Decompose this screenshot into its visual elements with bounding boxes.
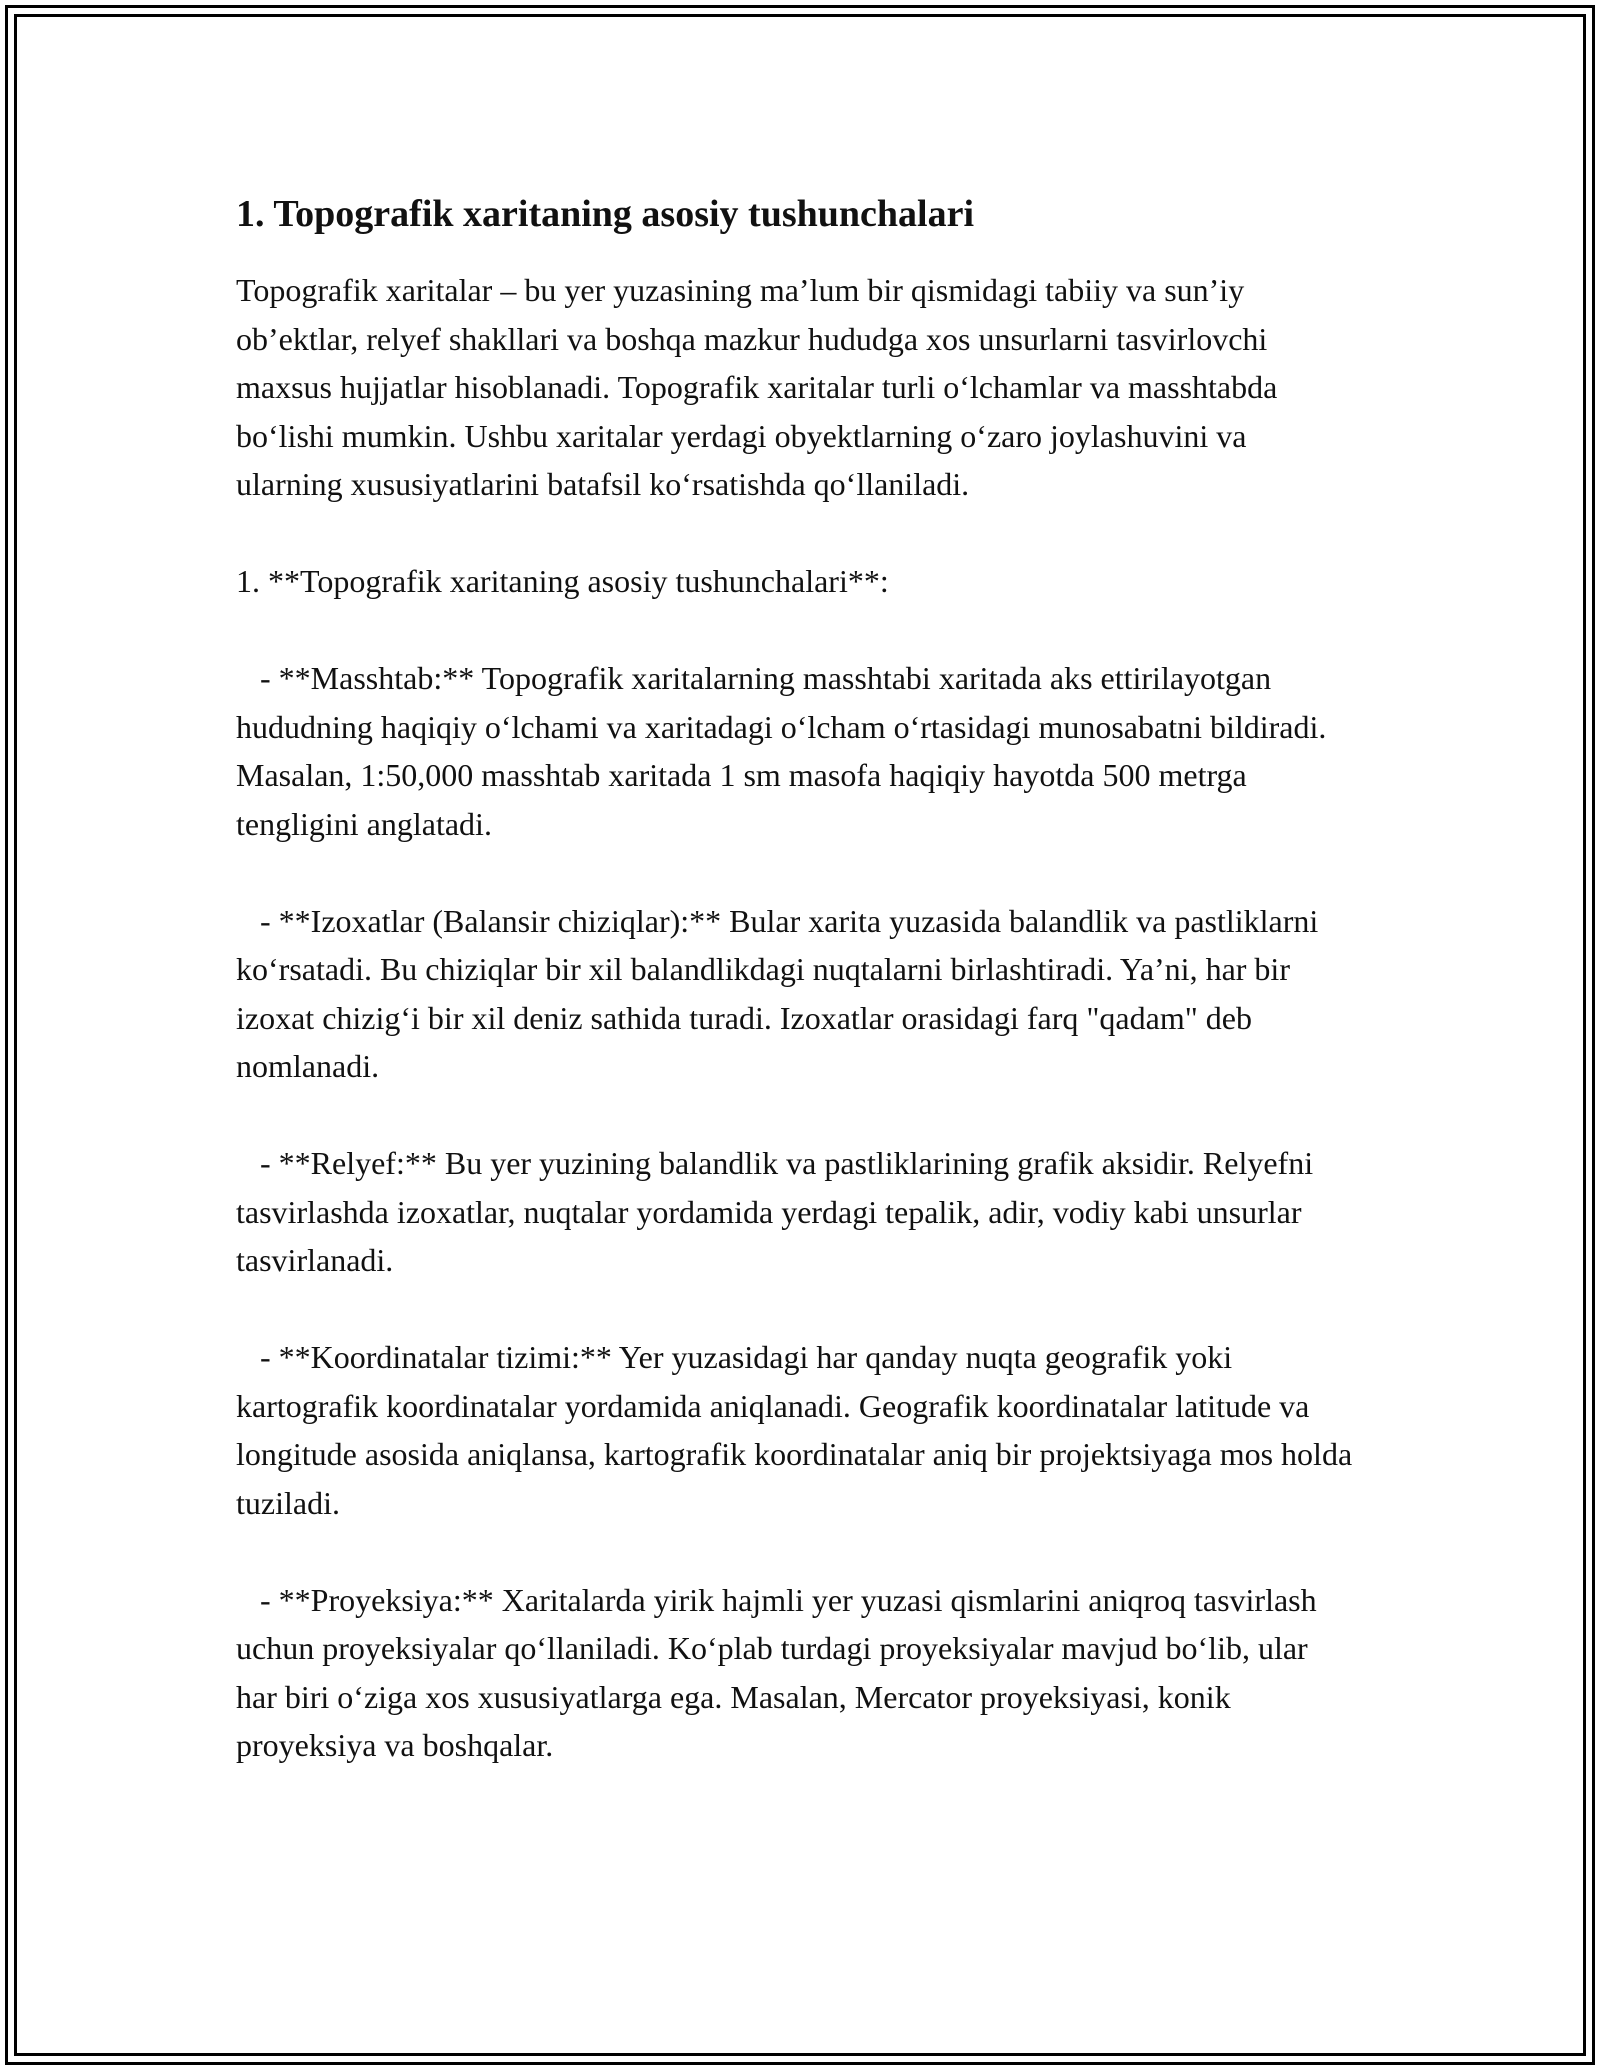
list-item-lead: - **Masshtab:** xyxy=(236,660,475,696)
list-item-izoxatlar xyxy=(236,897,1356,1091)
intro-paragraph: Topografik xaritalar – bu yer yuzasining ma’lum bir qismidagi tabiiy va sun’iy ob’ektlar, relyef shakllari va boshqa mazkur hududga xos unsurlarni tasvirlovchi maxsus hujjatlar hisoblanadi. Topografik xaritalar turli o‘lchamlar va masshtabda bo‘lishi mumkin. Ushbu xaritalar yerdagi obyektlarning o‘zaro joylashuvini va ularning xususiyatlarini batafsil ko‘rsatishda qo‘llaniladi. xyxy=(236,272,1278,502)
list-item-text: Topografik xaritalarning masshtabi xaritada aks ettirilayotgan hududning haqiqiy o‘lchami va xaritadagi o‘lcham o‘rtasidagi munosabatni bildiradi. Masalan, 1:50,000 masshtab xaritada 1 sm masofa haqiqiy hayotda 500 metrga tengligini anglatadi. xyxy=(236,660,1327,842)
list-item-text: Yer yuzasidagi har qanday nuqta geografik yoki kartografik koordinatalar yordamida aniqlanadi. Geografik koordinatalar latitude va longitude asosida aniqlansa, kartografik koordinatalar aniq bir projektsiyaga mos holda tuziladi. xyxy=(236,1339,1353,1521)
list-item-relyef xyxy=(236,1139,1356,1285)
list-heading: 1. **Topografik xaritaning asosiy tushunchalari**: xyxy=(236,563,889,599)
list-item-text: Xaritalarda yirik hajmli yer yuzasi qismlarini aniqroq tasvirlash uchun proyeksiyalar qo‘llaniladi. Ko‘plab turdagi proyeksiyalar mavjud bo‘lib, ular har biri o‘ziga xos xususiyatlarga ega. Masalan, Mercator proyeksiyasi, konik proyeksiya va boshqalar. xyxy=(236,1581,1317,1763)
list-item-proyeksiya xyxy=(236,1576,1356,1770)
document-body xyxy=(236,188,1356,1770)
list-item-masshtab xyxy=(236,654,1356,848)
list-item-lead: - **Izoxatlar (Balansir chiziqlar):** xyxy=(236,902,722,939)
list-item-lead: - **Proyeksiya:** xyxy=(236,1581,494,1618)
list-item-lead: - **Koordinatalar tizimi:** xyxy=(236,1339,612,1375)
list-item-lead: - **Relyef:** xyxy=(236,1145,437,1181)
list-item-text: Bular xarita yuzasida balandlik va pastliklarni ko‘rsatadi. Bu chiziqlar bir xil balandlikdagi nuqtalarni birlashtiradi. Ya’ni, har bir izoxat chizig‘i bir xil deniz sathida turadi. Izoxatlar orasidagi farq "qadam" deb nomlanadi. xyxy=(236,902,1319,1084)
document-title: 1. Topografik xaritaning asosiy tushunchalari xyxy=(236,193,975,235)
list-item-text: Bu yer yuzining balandlik va pastliklarining grafik aksidir. Relyefni tasvirlashda izoxatlar, nuqtalar yordamida yerdagi tepalik, adir, vodiy kabi unsurlar tasvirlanadi. xyxy=(236,1145,1314,1278)
list-item-koordinatalar xyxy=(236,1333,1356,1527)
